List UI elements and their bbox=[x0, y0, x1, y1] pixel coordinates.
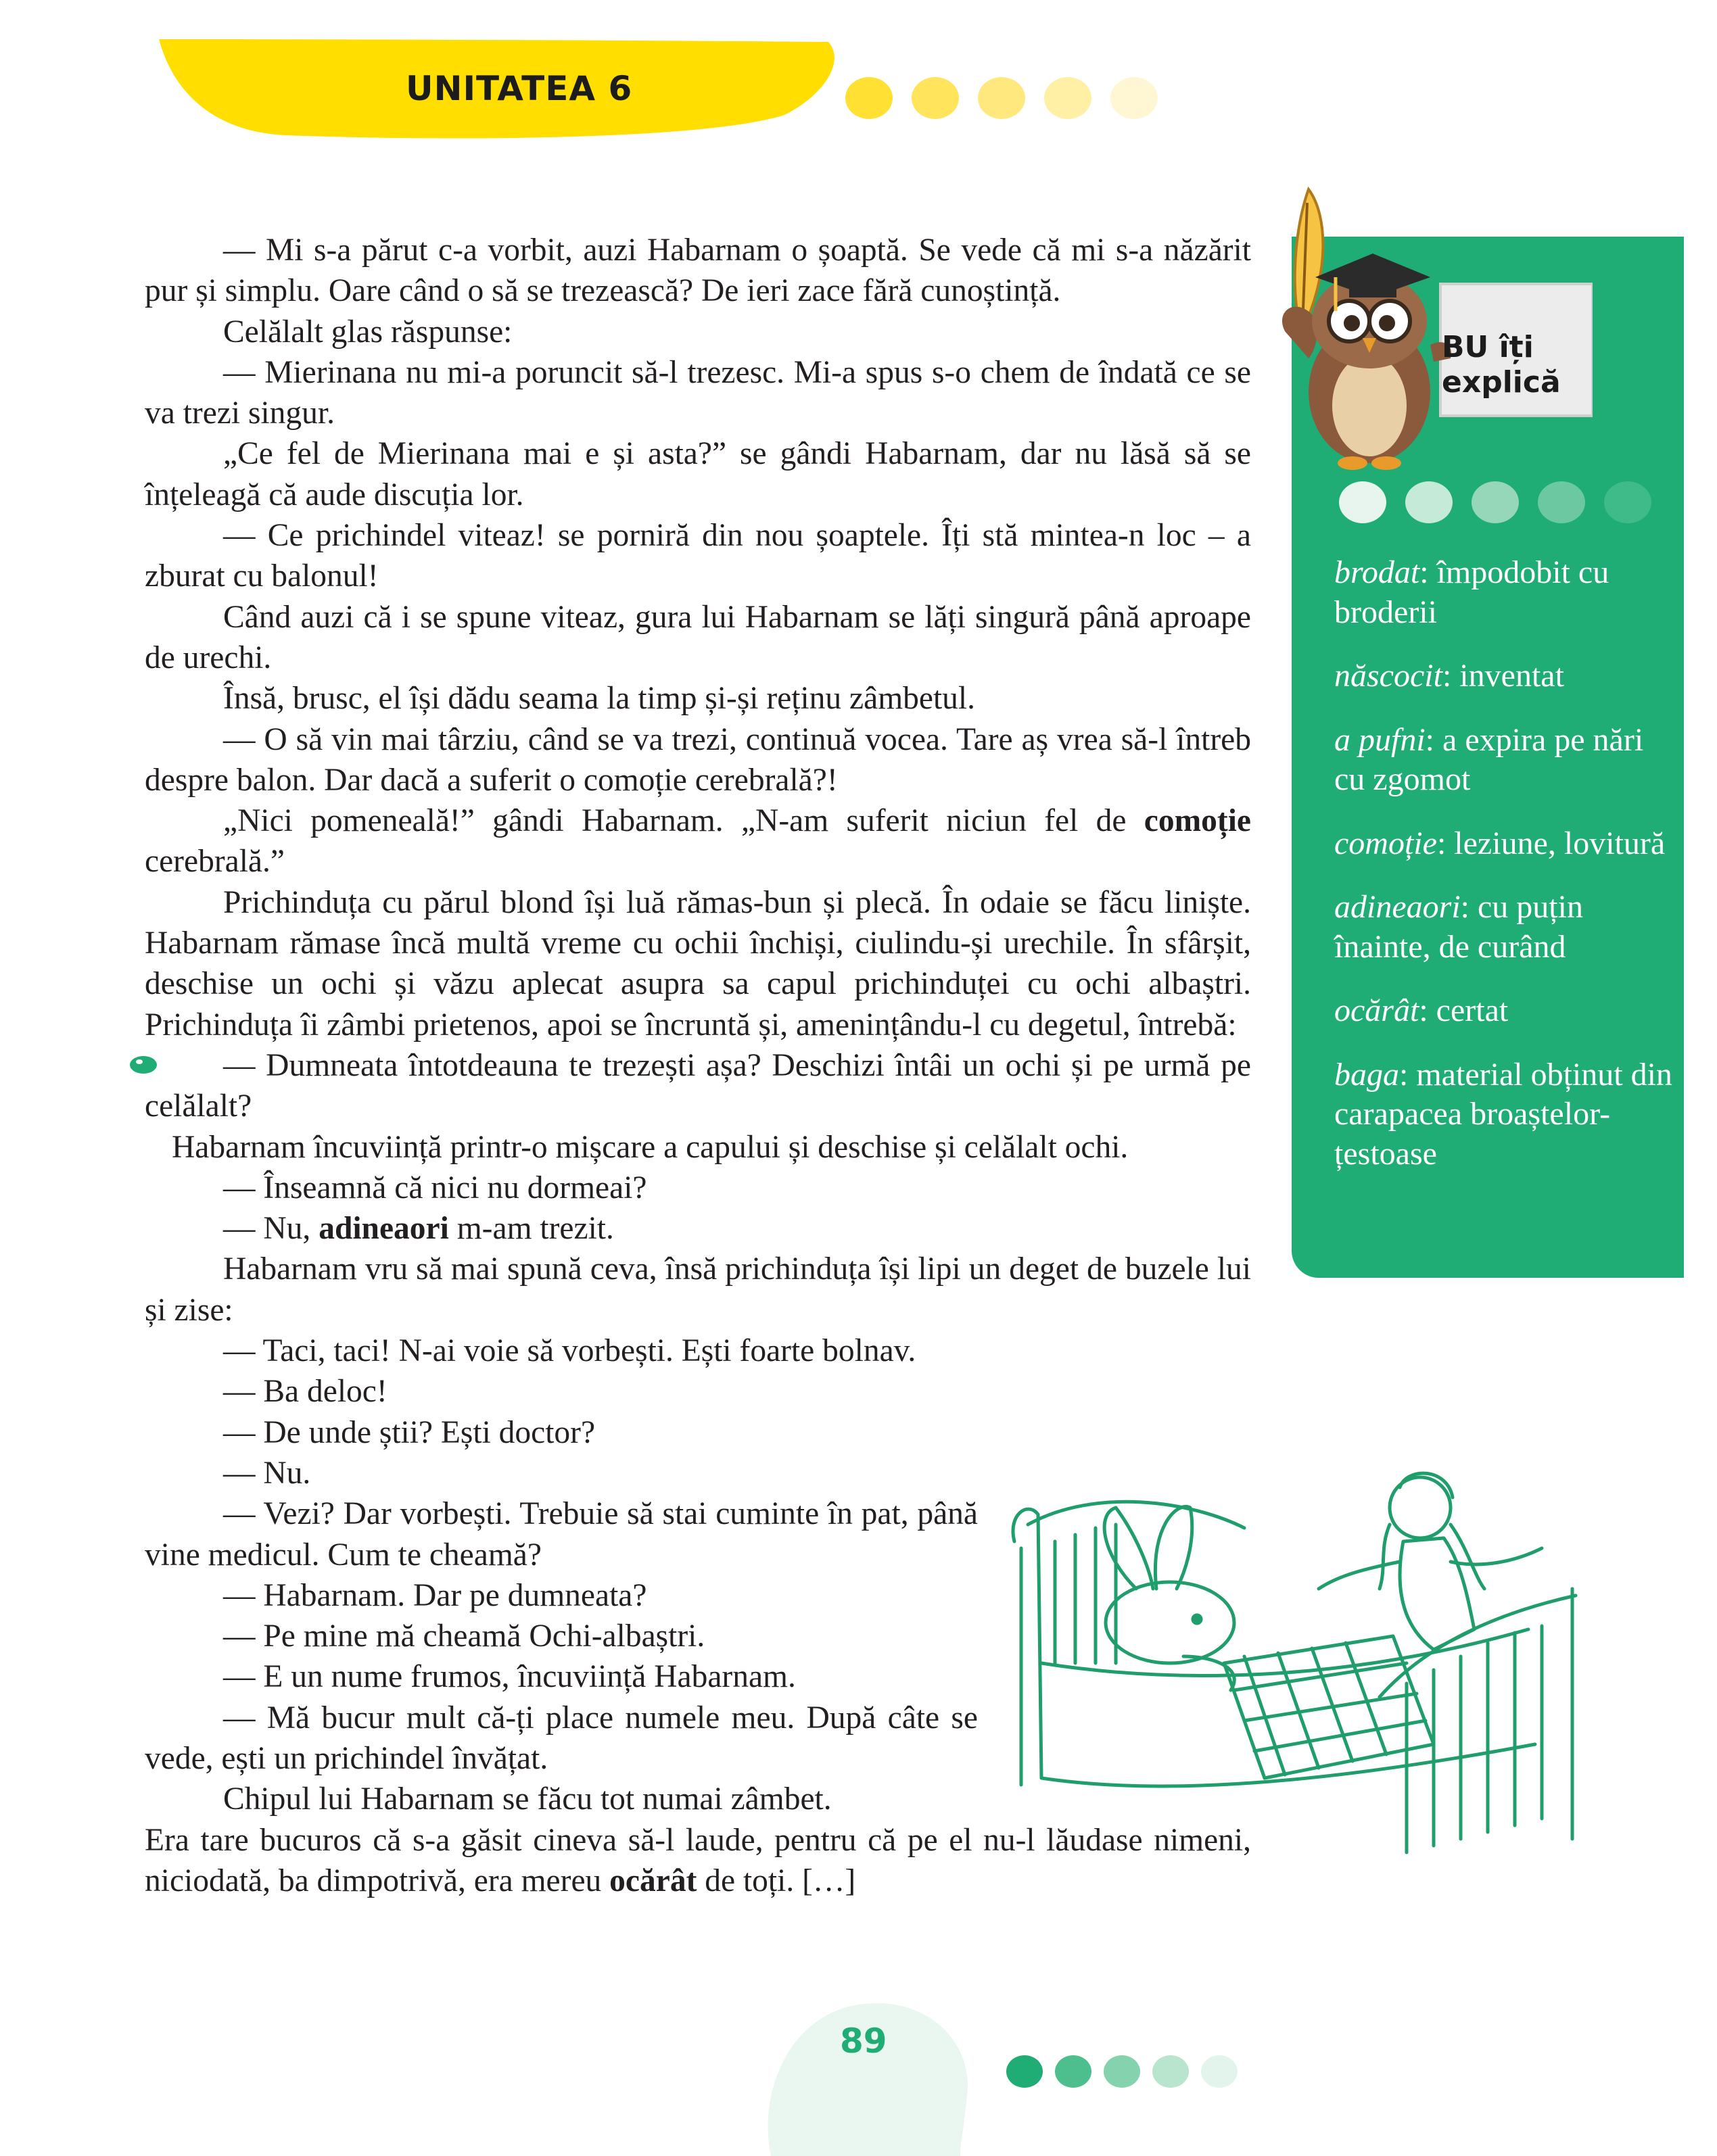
glossary-term: născocit bbox=[1334, 658, 1442, 694]
glossary-term: ocărât bbox=[1334, 992, 1419, 1028]
glossary-list bbox=[1334, 553, 1672, 1198]
glossary-definition: : a expira pe nări cu zgomot bbox=[1334, 721, 1644, 797]
story-paragraph: Când auzi că i se spune viteaz, gura lui Habarnam se lăți singură până aproape de urechi. bbox=[145, 599, 1251, 675]
glossary-definition: : împodobit cu broderii bbox=[1334, 554, 1609, 630]
text-segment: m-am trezit. bbox=[456, 1211, 614, 1247]
text-segment: — Dumneata întotdeauna te trezești așa? Deschizi întâi un ochi și pe urmă pe celălalt? bbox=[145, 1047, 1251, 1124]
glossary-definition: : cu puțin înainte, de curând bbox=[1334, 889, 1583, 965]
glossary-term: a pufni bbox=[1334, 721, 1426, 758]
glossary-entry bbox=[1334, 824, 1672, 864]
glossary-term: baga bbox=[1334, 1056, 1399, 1093]
glossary-definition: : material obținut din carapacea broaștelor-țestoase bbox=[1334, 1056, 1672, 1172]
footer-dot bbox=[1152, 2055, 1189, 2088]
header-dot bbox=[1044, 77, 1091, 119]
story-paragraph: — Mă bucur mult că-ți place numele meu. După câte se vede, ești un prichindel învățat. bbox=[145, 1700, 978, 1776]
story-paragraph: — Vezi? Dar vorbești. Trebuie să stai cuminte în pat, până vine medicul. Cum te cheamă? bbox=[145, 1496, 978, 1573]
story-paragraph bbox=[145, 1208, 1251, 1249]
glossary-dot bbox=[1604, 481, 1651, 523]
story-paragraph: — Pe mine mă cheamă Ochi-albaștri. bbox=[223, 1619, 705, 1654]
header-dot bbox=[1110, 77, 1158, 119]
story-paragraph: Prichinduța cu părul blond își luă rămas-bun și plecă. În odaie se făcu liniște. Habarnam rămase încă multă vreme cu ochii închiși, ciulindu-și urechile. În sfârșit, deschise un ochi și văzu aplecat asupra sa capul prichinduței cu ochi albaștri. Prichinduța îi zâmbi prietenos, apoi se încruntă și, amenințându-l cu degetul, întrebă: bbox=[145, 884, 1251, 1043]
story-paragraph: Celălalt glas răspunse: bbox=[223, 314, 513, 350]
story-paragraph bbox=[145, 1045, 1251, 1127]
story-paragraph: — Mi s-a părut c-a vorbit, auzi Habarnam o șoaptă. Se vede că mi s-a năzărit pur și simplu. Oare când o să se trezească? De ieri zace fără cunoștință. bbox=[145, 233, 1251, 309]
dialogue-marker-icon bbox=[130, 1056, 157, 1074]
glossary-entry bbox=[1334, 656, 1672, 696]
owl-mascot-icon bbox=[1227, 176, 1593, 473]
glossary-term-highlight: adineaori bbox=[319, 1211, 449, 1247]
story-paragraph: — Nu. bbox=[223, 1455, 311, 1491]
glossary-dot bbox=[1339, 481, 1386, 523]
page-number-blob bbox=[757, 1994, 974, 2156]
text-segment: „Nici pomeneală!” gândi Habarnam. „N-am suferit niciun fel de bbox=[223, 803, 1127, 839]
text-segment: — Nu, bbox=[223, 1211, 311, 1247]
story-paragraph: — Ba deloc! bbox=[223, 1374, 387, 1410]
glossary-dot bbox=[1405, 481, 1453, 523]
glossary-definition: : leziune, lovitură bbox=[1436, 825, 1666, 861]
glossary-label: BU îți explică bbox=[1442, 330, 1561, 400]
footer-dot bbox=[1055, 2055, 1091, 2088]
footer-dot bbox=[1006, 2055, 1043, 2088]
header-dot bbox=[912, 77, 959, 119]
glossary-dot bbox=[1472, 481, 1519, 523]
glossary-dot bbox=[1538, 481, 1585, 523]
glossary-entry bbox=[1334, 553, 1672, 632]
story-paragraph: — De unde știi? Ești doctor? bbox=[223, 1414, 596, 1450]
glossary-definition: : inventat bbox=[1442, 658, 1564, 694]
glossary-term-highlight: comoție bbox=[1144, 803, 1251, 839]
story-paragraph: Habarnam vru să mai spună ceva, însă prichinduța își lipi un deget de buzele lui și zise: bbox=[145, 1251, 1251, 1328]
glossary-term: adineaori bbox=[1334, 889, 1461, 925]
story-paragraph: — Habarnam. Dar pe dumneata? bbox=[223, 1577, 647, 1613]
story-paragraph: — Mierinana nu mi-a poruncit să-l trezesc. Mi-a spus s-o chem de îndată ce se va trezi singur. bbox=[145, 354, 1251, 431]
story-paragraph: Chipul lui Habarnam se făcu tot numai zâmbet. bbox=[223, 1781, 832, 1817]
unit-title: UNITATEA 6 bbox=[406, 69, 633, 108]
glossary-term-highlight: ocărât bbox=[609, 1863, 697, 1898]
story-paragraph: Habarnam încuviință printr-o mișcare a capului și deschise și celălalt ochi. bbox=[172, 1129, 1129, 1165]
story-paragraph: — Ce prichindel viteaz! se porniră din nou șoaptele. Îți stă mintea-n loc – a zburat cu balonul! bbox=[145, 518, 1251, 594]
header-dot bbox=[845, 77, 893, 119]
story-paragraph: — E un nume frumos, încuviință Habarnam. bbox=[223, 1659, 796, 1695]
story-paragraph: Însă, brusc, el își dădu seama la timp și-și reținu zâmbetul. bbox=[223, 681, 976, 717]
footer-dot bbox=[1201, 2055, 1238, 2088]
glossary-term: brodat bbox=[1334, 554, 1420, 590]
glossary-definition: : certat bbox=[1419, 992, 1509, 1028]
story-paragraph: — O să vin mai târziu, când se va trezi, continuă vocea. Tare aș vrea să-l întreb despre balon. Dar dacă a suferit o comoție cerebrală?! bbox=[145, 721, 1251, 798]
glossary-entry bbox=[1334, 721, 1672, 800]
glossary-term: comoție bbox=[1334, 825, 1437, 861]
glossary-entry bbox=[1334, 1055, 1672, 1174]
header-dot bbox=[978, 77, 1025, 119]
text-segment: cerebrală.” bbox=[145, 844, 285, 880]
text-segment: de toți. […] bbox=[705, 1863, 856, 1898]
story-paragraph: „Ce fel de Mierinana mai e și asta?” se gândi Habarnam, dar nu lăsă să se înțeleagă că aude discuția lor. bbox=[145, 436, 1251, 512]
footer-dot bbox=[1104, 2055, 1140, 2088]
story-paragraph bbox=[145, 800, 1251, 882]
bed-illustration bbox=[1001, 1460, 1582, 1866]
text-segment: Era tare bucuros că s-a găsit cineva să-l laude, pentru că pe el nu-l lăudase nimeni, niciodată, ba dimpotrivă, era mereu bbox=[145, 1822, 1251, 1898]
story-paragraph: — Taci, taci! N-ai voie să vorbești. Ești foarte bolnav. bbox=[223, 1333, 916, 1369]
glossary-entry bbox=[1334, 888, 1672, 967]
glossary-entry bbox=[1334, 991, 1672, 1031]
story-paragraph: — Înseamnă că nici nu dormeai? bbox=[223, 1170, 647, 1205]
page-number: 89 bbox=[840, 2021, 887, 2061]
